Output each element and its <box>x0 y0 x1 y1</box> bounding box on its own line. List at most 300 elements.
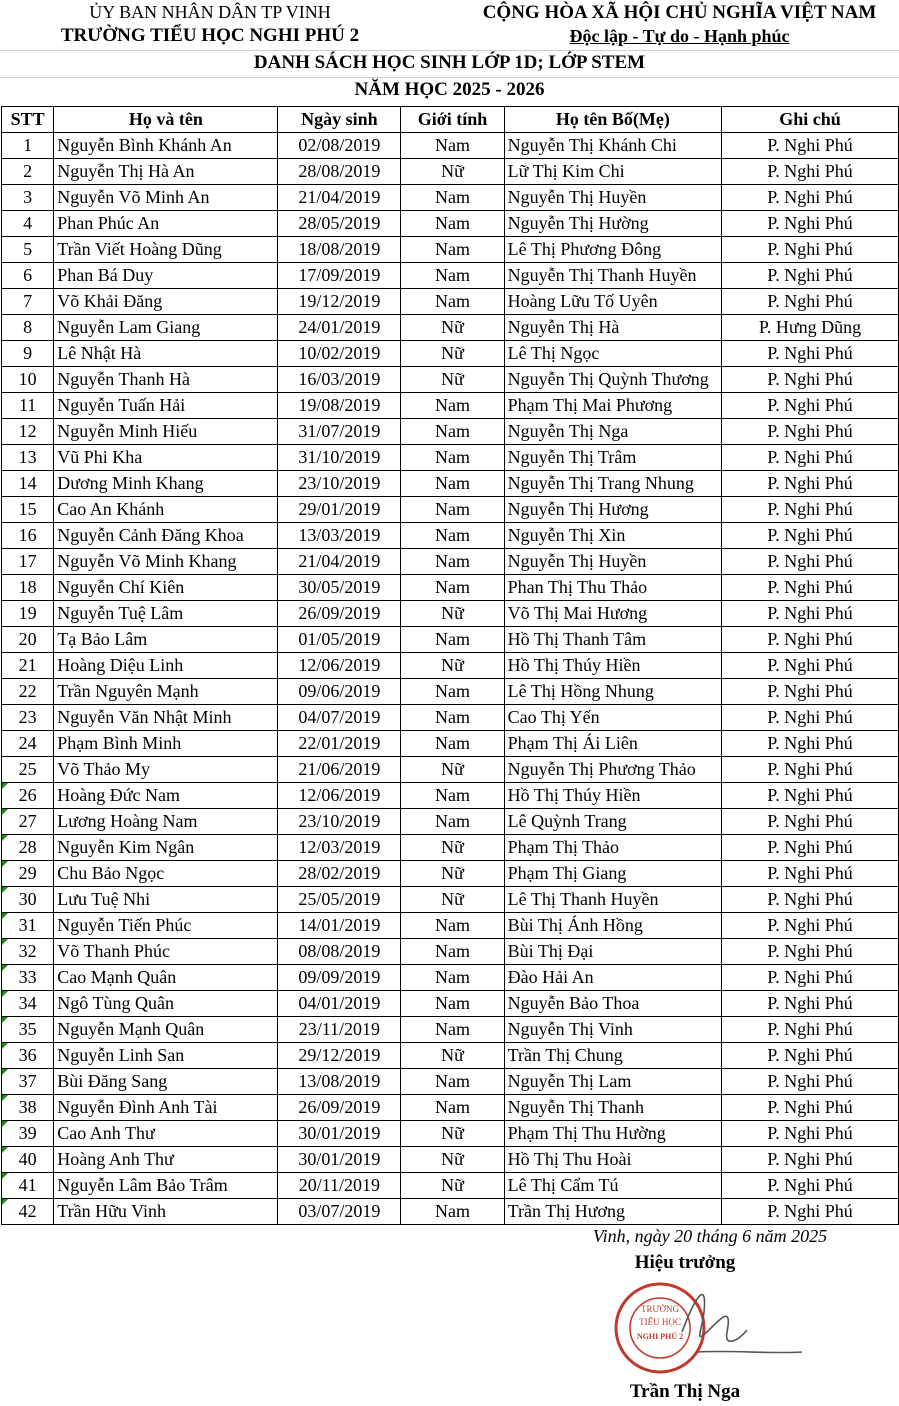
cell-dob: 12/06/2019 <box>278 783 401 809</box>
cell-student-name: Trần Hữu Vinh <box>54 1199 278 1225</box>
cell-parent-name: Phạm Thị Mai Phương <box>504 393 721 419</box>
cell-dob: 20/11/2019 <box>278 1173 401 1199</box>
cell-stt: 42 <box>2 1199 54 1225</box>
cell-note: P. Nghi Phú <box>722 133 899 159</box>
cell-parent-name: Lữ Thị Kim Chi <box>504 159 721 185</box>
cell-stt: 10 <box>2 367 54 393</box>
col-stt: STT <box>2 107 54 133</box>
cell-dob: 25/05/2019 <box>278 887 401 913</box>
table-row <box>2 731 899 757</box>
cell-note: P. Nghi Phú <box>722 159 899 185</box>
table-row <box>2 1121 899 1147</box>
table-row <box>2 237 899 263</box>
table-row <box>2 315 899 341</box>
cell-parent-name: Nguyễn Thị Vinh <box>504 1017 721 1043</box>
cell-student-name: Lê Nhật Hà <box>54 341 278 367</box>
school-seal-stamp <box>612 1272 812 1382</box>
cell-student-name: Trần Viết Hoàng Dũng <box>54 237 278 263</box>
cell-student-name: Hoàng Diệu Linh <box>54 653 278 679</box>
table-row <box>2 887 899 913</box>
cell-gender: Nữ <box>401 757 504 783</box>
cell-parent-name: Nguyễn Thị Hương <box>504 497 721 523</box>
table-row <box>2 159 899 185</box>
cell-gender: Nam <box>401 575 504 601</box>
cell-note: P. Nghi Phú <box>722 549 899 575</box>
col-gender: Giới tính <box>401 107 504 133</box>
cell-stt: 30 <box>2 887 54 913</box>
cell-note: P. Nghi Phú <box>722 185 899 211</box>
cell-student-name: Nguyễn Thanh Hà <box>54 367 278 393</box>
cell-parent-name: Lê Thị Ngọc <box>504 341 721 367</box>
cell-dob: 31/07/2019 <box>278 419 401 445</box>
cell-note: P. Nghi Phú <box>722 653 899 679</box>
cell-student-name: Phan Bá Duy <box>54 263 278 289</box>
cell-stt: 25 <box>2 757 54 783</box>
cell-gender: Nam <box>401 471 504 497</box>
table-row <box>2 419 899 445</box>
cell-gender: Nam <box>401 731 504 757</box>
cell-parent-name: Nguyễn Thị Huyền <box>504 549 721 575</box>
cell-dob: 26/09/2019 <box>278 1095 401 1121</box>
cell-note: P. Nghi Phú <box>722 367 899 393</box>
cell-gender: Nam <box>401 627 504 653</box>
table-row <box>2 809 899 835</box>
cell-note: P. Nghi Phú <box>722 965 899 991</box>
cell-note: P. Nghi Phú <box>722 341 899 367</box>
cell-dob: 22/01/2019 <box>278 731 401 757</box>
cell-gender: Nam <box>401 289 504 315</box>
national-title: CỘNG HÒA XÃ HỘI CHỦ NGHĨA VIỆT NAM <box>482 2 877 23</box>
cell-parent-name: Lê Thị Hồng Nhung <box>504 679 721 705</box>
school-name: TRƯỜNG TIỂU HỌC NGHI PHÚ 2 <box>60 25 360 46</box>
school-year: NĂM HỌC 2025 - 2026 <box>354 79 545 100</box>
table-row <box>2 627 899 653</box>
cell-stt: 7 <box>2 289 54 315</box>
cell-parent-name: Hồ Thị Thanh Tâm <box>504 627 721 653</box>
cell-parent-name: Nguyễn Thị Thanh Huyền <box>504 263 721 289</box>
cell-student-name: Phan Phúc An <box>54 211 278 237</box>
cell-gender: Nữ <box>401 1147 504 1173</box>
table-body <box>2 133 899 1225</box>
table-row <box>2 211 899 237</box>
cell-note: P. Nghi Phú <box>722 783 899 809</box>
table-row <box>2 471 899 497</box>
cell-note: P. Nghi Phú <box>722 731 899 757</box>
table-row <box>2 965 899 991</box>
table-row <box>2 861 899 887</box>
cell-dob: 10/02/2019 <box>278 341 401 367</box>
cell-dob: 29/01/2019 <box>278 497 401 523</box>
cell-stt: 1 <box>2 133 54 159</box>
cell-stt: 31 <box>2 913 54 939</box>
cell-student-name: Vũ Phi Kha <box>54 445 278 471</box>
cell-dob: 13/03/2019 <box>278 523 401 549</box>
cell-note: P. Hưng Dũng <box>722 315 899 341</box>
cell-parent-name: Nguyễn Thị Trang Nhung <box>504 471 721 497</box>
cell-parent-name: Võ Thị Mai Hương <box>504 601 721 627</box>
cell-student-name: Hoàng Đức Nam <box>54 783 278 809</box>
cell-student-name: Nguyễn Văn Nhật Minh <box>54 705 278 731</box>
table-row <box>2 341 899 367</box>
cell-dob: 30/05/2019 <box>278 575 401 601</box>
cell-student-name: Chu Bảo Ngọc <box>54 861 278 887</box>
cell-note: P. Nghi Phú <box>722 809 899 835</box>
cell-note: P. Nghi Phú <box>722 1095 899 1121</box>
cell-gender: Nam <box>401 185 504 211</box>
cell-student-name: Dương Minh Khang <box>54 471 278 497</box>
cell-dob: 17/09/2019 <box>278 263 401 289</box>
cell-student-name: Lưu Tuệ Nhi <box>54 887 278 913</box>
cell-gender: Nam <box>401 237 504 263</box>
table-row <box>2 783 899 809</box>
table-row <box>2 367 899 393</box>
cell-stt: 13 <box>2 445 54 471</box>
cell-note: P. Nghi Phú <box>722 913 899 939</box>
cell-note: P. Nghi Phú <box>722 1069 899 1095</box>
cell-gender: Nữ <box>401 159 504 185</box>
cell-parent-name: Lê Quỳnh Trang <box>504 809 721 835</box>
cell-note: P. Nghi Phú <box>722 1173 899 1199</box>
cell-dob: 09/06/2019 <box>278 679 401 705</box>
cell-note: P. Nghi Phú <box>722 1199 899 1225</box>
cell-dob: 16/03/2019 <box>278 367 401 393</box>
cell-dob: 12/03/2019 <box>278 835 401 861</box>
cell-gender: Nữ <box>401 1043 504 1069</box>
cell-dob: 21/06/2019 <box>278 757 401 783</box>
cell-note: P. Nghi Phú <box>722 237 899 263</box>
cell-note: P. Nghi Phú <box>722 497 899 523</box>
cell-stt: 16 <box>2 523 54 549</box>
table-row <box>2 757 899 783</box>
cell-note: P. Nghi Phú <box>722 263 899 289</box>
cell-gender: Nam <box>401 419 504 445</box>
cell-stt: 22 <box>2 679 54 705</box>
cell-note: P. Nghi Phú <box>722 939 899 965</box>
table-row <box>2 289 899 315</box>
cell-student-name: Nguyễn Cảnh Đăng Khoa <box>54 523 278 549</box>
cell-gender: Nam <box>401 913 504 939</box>
signature-date: Vinh, ngày 20 tháng 6 năm 2025 <box>592 1226 828 1246</box>
cell-note: P. Nghi Phú <box>722 679 899 705</box>
svg-text:NGHI PHÚ 2: NGHI PHÚ 2 <box>636 1332 684 1341</box>
cell-gender: Nam <box>401 809 504 835</box>
cell-student-name: Tạ Bảo Lâm <box>54 627 278 653</box>
cell-note: P. Nghi Phú <box>722 601 899 627</box>
department-name: ỦY BAN NHÂN DÂN TP VINH <box>89 2 331 22</box>
cell-dob: 28/05/2019 <box>278 211 401 237</box>
cell-stt: 26 <box>2 783 54 809</box>
table-row <box>2 835 899 861</box>
cell-note: P. Nghi Phú <box>722 887 899 913</box>
cell-stt: 2 <box>2 159 54 185</box>
cell-dob: 23/10/2019 <box>278 471 401 497</box>
signature-title: Hiệu trưởng <box>634 1252 736 1273</box>
cell-parent-name: Hồ Thị Thúy Hiền <box>504 783 721 809</box>
cell-stt: 15 <box>2 497 54 523</box>
cell-parent-name: Bùi Thị Đại <box>504 939 721 965</box>
cell-student-name: Nguyễn Võ Minh An <box>54 185 278 211</box>
cell-parent-name: Nguyễn Thị Lam <box>504 1069 721 1095</box>
cell-student-name: Nguyễn Kim Ngân <box>54 835 278 861</box>
cell-dob: 31/10/2019 <box>278 445 401 471</box>
cell-gender: Nam <box>401 133 504 159</box>
cell-student-name: Nguyễn Lâm Bảo Trâm <box>54 1173 278 1199</box>
cell-stt: 4 <box>2 211 54 237</box>
cell-parent-name: Phạm Thị Giang <box>504 861 721 887</box>
cell-note: P. Nghi Phú <box>722 523 899 549</box>
cell-student-name: Nguyễn Minh Hiếu <box>54 419 278 445</box>
cell-parent-name: Nguyễn Thị Thanh <box>504 1095 721 1121</box>
cell-parent-name: Nguyễn Bảo Thoa <box>504 991 721 1017</box>
cell-gender: Nữ <box>401 1173 504 1199</box>
cell-parent-name: Cao Thị Yến <box>504 705 721 731</box>
cell-gender: Nữ <box>401 367 504 393</box>
cell-gender: Nam <box>401 965 504 991</box>
table-row <box>2 991 899 1017</box>
cell-note: P. Nghi Phú <box>722 1147 899 1173</box>
cell-parent-name: Nguyễn Thị Phương Thảo <box>504 757 721 783</box>
cell-stt: 37 <box>2 1069 54 1095</box>
col-note: Ghi chú <box>722 107 899 133</box>
cell-gender: Nam <box>401 263 504 289</box>
cell-gender: Nam <box>401 939 504 965</box>
cell-student-name: Hoàng Anh Thư <box>54 1147 278 1173</box>
cell-gender: Nam <box>401 1069 504 1095</box>
cell-gender: Nam <box>401 497 504 523</box>
cell-parent-name: Phan Thị Thu Thảo <box>504 575 721 601</box>
cell-student-name: Lương Hoàng Nam <box>54 809 278 835</box>
cell-note: P. Nghi Phú <box>722 861 899 887</box>
cell-parent-name: Hồ Thị Thu Hoài <box>504 1147 721 1173</box>
cell-dob: 08/08/2019 <box>278 939 401 965</box>
cell-parent-name: Phạm Thị Thu Hường <box>504 1121 721 1147</box>
table-row <box>2 1199 899 1225</box>
table-row <box>2 679 899 705</box>
cell-stt: 36 <box>2 1043 54 1069</box>
cell-gender: Nữ <box>401 341 504 367</box>
cell-parent-name: Bùi Thị Ánh Hồng <box>504 913 721 939</box>
cell-dob: 12/06/2019 <box>278 653 401 679</box>
cell-student-name: Phạm Bình Minh <box>54 731 278 757</box>
cell-stt: 20 <box>2 627 54 653</box>
cell-note: P. Nghi Phú <box>722 991 899 1017</box>
cell-stt: 23 <box>2 705 54 731</box>
cell-parent-name: Nguyễn Thị Xin <box>504 523 721 549</box>
cell-gender: Nữ <box>401 653 504 679</box>
cell-note: P. Nghi Phú <box>722 757 899 783</box>
cell-parent-name: Lê Thị Thanh Huyền <box>504 887 721 913</box>
cell-parent-name: Hoàng Lữu Tố Uyên <box>504 289 721 315</box>
cell-note: P. Nghi Phú <box>722 835 899 861</box>
table-row <box>2 185 899 211</box>
cell-gender: Nam <box>401 549 504 575</box>
cell-student-name: Nguyễn Linh San <box>54 1043 278 1069</box>
cell-stt: 34 <box>2 991 54 1017</box>
table-row <box>2 705 899 731</box>
national-motto: Độc lập - Tự do - Hạnh phúc <box>569 26 790 46</box>
cell-dob: 04/01/2019 <box>278 991 401 1017</box>
cell-parent-name: Phạm Thị Thảo <box>504 835 721 861</box>
cell-dob: 13/08/2019 <box>278 1069 401 1095</box>
cell-student-name: Nguyễn Tiến Phúc <box>54 913 278 939</box>
cell-stt: 11 <box>2 393 54 419</box>
student-table <box>1 106 899 1225</box>
cell-dob: 09/09/2019 <box>278 965 401 991</box>
cell-gender: Nữ <box>401 835 504 861</box>
cell-stt: 6 <box>2 263 54 289</box>
cell-dob: 29/12/2019 <box>278 1043 401 1069</box>
cell-note: P. Nghi Phú <box>722 705 899 731</box>
cell-dob: 18/08/2019 <box>278 237 401 263</box>
cell-dob: 21/04/2019 <box>278 549 401 575</box>
cell-note: P. Nghi Phú <box>722 289 899 315</box>
cell-dob: 23/11/2019 <box>278 1017 401 1043</box>
cell-student-name: Nguyễn Lam Giang <box>54 315 278 341</box>
cell-gender: Nam <box>401 679 504 705</box>
cell-stt: 9 <box>2 341 54 367</box>
cell-student-name: Bùi Đăng Sang <box>54 1069 278 1095</box>
cell-note: P. Nghi Phú <box>722 211 899 237</box>
cell-stt: 38 <box>2 1095 54 1121</box>
cell-parent-name: Phạm Thị Ái Liên <box>504 731 721 757</box>
cell-stt: 39 <box>2 1121 54 1147</box>
table-row <box>2 1017 899 1043</box>
cell-stt: 12 <box>2 419 54 445</box>
cell-student-name: Cao Anh Thư <box>54 1121 278 1147</box>
principal-name: Trần Thị Nga <box>629 1381 741 1402</box>
cell-stt: 41 <box>2 1173 54 1199</box>
cell-stt: 35 <box>2 1017 54 1043</box>
col-dob: Ngày sinh <box>278 107 401 133</box>
table-row <box>2 133 899 159</box>
cell-gender: Nữ <box>401 887 504 913</box>
cell-student-name: Võ Thanh Phúc <box>54 939 278 965</box>
cell-note: P. Nghi Phú <box>722 627 899 653</box>
cell-student-name: Võ Khải Đăng <box>54 289 278 315</box>
cell-student-name: Trần Nguyên Mạnh <box>54 679 278 705</box>
cell-gender: Nữ <box>401 861 504 887</box>
cell-stt: 21 <box>2 653 54 679</box>
cell-parent-name: Nguyễn Thị Hường <box>504 211 721 237</box>
cell-dob: 26/09/2019 <box>278 601 401 627</box>
cell-parent-name: Nguyễn Thị Quỳnh Thương <box>504 367 721 393</box>
cell-stt: 18 <box>2 575 54 601</box>
table-header-row <box>2 107 899 133</box>
cell-stt: 14 <box>2 471 54 497</box>
cell-gender: Nam <box>401 445 504 471</box>
cell-gender: Nữ <box>401 1121 504 1147</box>
cell-student-name: Nguyễn Thị Hà An <box>54 159 278 185</box>
cell-student-name: Ngô Tùng Quân <box>54 991 278 1017</box>
cell-note: P. Nghi Phú <box>722 575 899 601</box>
cell-stt: 32 <box>2 939 54 965</box>
cell-stt: 17 <box>2 549 54 575</box>
table-row <box>2 913 899 939</box>
table-row <box>2 601 899 627</box>
cell-dob: 28/08/2019 <box>278 159 401 185</box>
cell-parent-name: Trần Thị Hương <box>504 1199 721 1225</box>
table-row <box>2 263 899 289</box>
cell-parent-name: Lê Thị Phương Đông <box>504 237 721 263</box>
table-row <box>2 393 899 419</box>
table-row <box>2 549 899 575</box>
document-title: DANH SÁCH HỌC SINH LỚP 1D; LỚP STEM <box>253 52 646 73</box>
cell-parent-name: Nguyễn Thị Khánh Chi <box>504 133 721 159</box>
svg-text:TRƯỜNG: TRƯỜNG <box>641 1304 679 1314</box>
cell-gender: Nam <box>401 783 504 809</box>
cell-student-name: Nguyễn Chí Kiên <box>54 575 278 601</box>
cell-parent-name: Nguyễn Thị Trâm <box>504 445 721 471</box>
svg-text:TIỂU HỌC: TIỂU HỌC <box>639 1317 681 1327</box>
cell-stt: 33 <box>2 965 54 991</box>
cell-parent-name: Lê Thị Cẩm Tú <box>504 1173 721 1199</box>
table-row <box>2 1043 899 1069</box>
cell-note: P. Nghi Phú <box>722 445 899 471</box>
cell-note: P. Nghi Phú <box>722 1017 899 1043</box>
cell-dob: 19/12/2019 <box>278 289 401 315</box>
cell-parent-name: Trần Thị Chung <box>504 1043 721 1069</box>
cell-parent-name: Nguyễn Thị Nga <box>504 419 721 445</box>
cell-gender: Nam <box>401 393 504 419</box>
cell-student-name: Cao Mạnh Quân <box>54 965 278 991</box>
cell-gender: Nữ <box>401 315 504 341</box>
cell-gender: Nam <box>401 1095 504 1121</box>
cell-dob: 30/01/2019 <box>278 1121 401 1147</box>
cell-dob: 04/07/2019 <box>278 705 401 731</box>
cell-dob: 14/01/2019 <box>278 913 401 939</box>
cell-dob: 24/01/2019 <box>278 315 401 341</box>
table-row <box>2 1069 899 1095</box>
cell-student-name: Nguyễn Bình Khánh An <box>54 133 278 159</box>
cell-gender: Nam <box>401 211 504 237</box>
table-row <box>2 1095 899 1121</box>
cell-note: P. Nghi Phú <box>722 419 899 445</box>
table-row <box>2 445 899 471</box>
cell-note: P. Nghi Phú <box>722 471 899 497</box>
cell-dob: 03/07/2019 <box>278 1199 401 1225</box>
table-row <box>2 523 899 549</box>
cell-gender: Nam <box>401 523 504 549</box>
cell-parent-name: Hồ Thị Thúy Hiền <box>504 653 721 679</box>
cell-student-name: Nguyễn Tuệ Lâm <box>54 601 278 627</box>
table-row <box>2 497 899 523</box>
table-row <box>2 653 899 679</box>
cell-parent-name: Nguyễn Thị Hà <box>504 315 721 341</box>
cell-stt: 19 <box>2 601 54 627</box>
cell-student-name: Nguyễn Tuấn Hải <box>54 393 278 419</box>
cell-stt: 8 <box>2 315 54 341</box>
cell-gender: Nam <box>401 991 504 1017</box>
table-row <box>2 939 899 965</box>
cell-parent-name: Nguyễn Thị Huyền <box>504 185 721 211</box>
cell-stt: 29 <box>2 861 54 887</box>
cell-student-name: Cao An Khánh <box>54 497 278 523</box>
cell-dob: 21/04/2019 <box>278 185 401 211</box>
cell-stt: 5 <box>2 237 54 263</box>
col-parent: Họ tên Bố(Mẹ) <box>504 107 721 133</box>
cell-gender: Nam <box>401 1017 504 1043</box>
cell-student-name: Võ Thảo My <box>54 757 278 783</box>
cell-stt: 3 <box>2 185 54 211</box>
cell-stt: 40 <box>2 1147 54 1173</box>
cell-stt: 27 <box>2 809 54 835</box>
table-row <box>2 575 899 601</box>
cell-note: P. Nghi Phú <box>722 1043 899 1069</box>
cell-gender: Nam <box>401 1199 504 1225</box>
cell-student-name: Nguyễn Mạnh Quân <box>54 1017 278 1043</box>
cell-note: P. Nghi Phú <box>722 393 899 419</box>
cell-student-name: Nguyễn Đình Anh Tài <box>54 1095 278 1121</box>
